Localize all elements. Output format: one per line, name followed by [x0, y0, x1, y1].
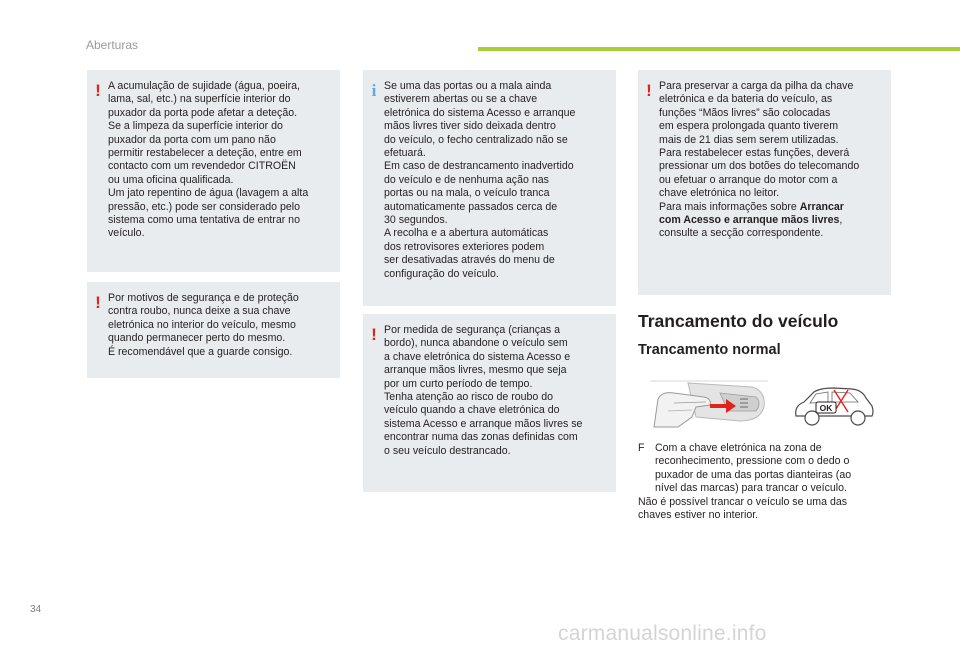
dirt-warning-box — [87, 70, 340, 272]
warning-icon: ! — [95, 81, 101, 100]
chapter-accent-bar — [478, 47, 960, 51]
page-number: 34 — [30, 604, 42, 615]
section-subtitle: Trancamento normal — [638, 342, 781, 358]
car-locking-illustration — [790, 382, 876, 428]
warning-icon: ! — [95, 293, 101, 312]
doors-info-text: Se uma das portas ou a mala ainda estiverem abertas ou se a chave eletrónica do sistema Acesso e arranque mãos livres tiver sido deixada dentro do veículo, o fecho centralizado não se efetuará. Em caso de destrancamento inadvertido do veículo e de nenhuma ação nas portas ou na mala, o veículo tranca automaticamente passados cerca de 30 segundos. A recolha e a abertura automáticas dos retrovisores exteriores podem ser desativadas através do menu de configuração do veículo. — [384, 80, 576, 280]
bullet-marker: F — [638, 442, 645, 454]
locking-note: Não é possível trancar o veículo se uma das chaves estiver no interior. — [638, 495, 848, 522]
battery-warning-box — [638, 70, 891, 295]
chapter-title: Aberturas — [86, 38, 139, 52]
battery-warning-link-text: Arrancar com Acesso e arranque mãos livres — [659, 200, 844, 227]
doors-info-box — [363, 70, 616, 306]
bullet-item — [638, 442, 898, 496]
warning-icon: ! — [371, 325, 377, 344]
ok-badge-label: OK — [819, 403, 833, 413]
section-title: Trancamento do veículo — [638, 311, 839, 331]
info-icon: i — [371, 81, 377, 100]
children-warning-box — [363, 314, 616, 492]
door-handle-illustration — [648, 377, 774, 429]
theft-warning-text: Por motivos de segurança e de proteção contra roubo, nunca deixe a sua chave eletrónica no interior do veículo, mesmo quando permanecer perto do mesmo. É recomendável que a guarde consigo. — [108, 292, 299, 358]
watermark: carmanualsonline.info — [558, 622, 767, 645]
dirt-warning-text: A acumulação de sujidade (água, poeira, lama, sal, etc.) na superfície interior do puxador da porta pode afetar a deteção. Se a limpeza da superfície interior do puxador da porta com um pano não permitir restabelecer a deteção, entre em contacto com um revendedor CITROËN ou uma oficina qualificada. Um jato repentino de água (lavagem a alta pressão, etc.) pode ser considerado pelo sistema como uma tentativa de entrar no veículo. — [108, 80, 309, 240]
bullet-text: Com a chave eletrónica na zona de reconhecimento, pressione com o dedo o puxador de uma das portas dianteiras (ao nível das marcas) para trancar o veículo. — [655, 442, 852, 495]
theft-warning-box — [87, 282, 340, 378]
battery-warning-text: Para preservar a carga da pilha da chave eletrónica e da bateria do veículo, as funções “Mãos livres” são colocadas em espera prolongada quanto tiverem mais de 21 dias sem serem utilizadas. Para restabelecer estas funções, deverá pressionar um dos botões do telecomando ou efetuar o arranque do motor com a chave eletrónica no leitor. Para mais informações sobre Arrancar com Acesso e arranque mãos livres, consulte a secção correspondente. — [659, 80, 860, 240]
warning-icon: ! — [646, 81, 652, 100]
locking-instructions — [638, 442, 898, 522]
children-warning-text: Por medida de segurança (crianças a bordo), nunca abandone o veículo sem a chave eletrónica do sistema Acesso e arranque mãos livres, mesmo que seja por um curto período de tempo. Tenha atenção ao risco de roubo do veículo quando a chave eletrónica do sistema Acesso e arranque mãos livres se encontrar numa das zonas definidas com o seu veículo destrancado. — [384, 324, 583, 457]
